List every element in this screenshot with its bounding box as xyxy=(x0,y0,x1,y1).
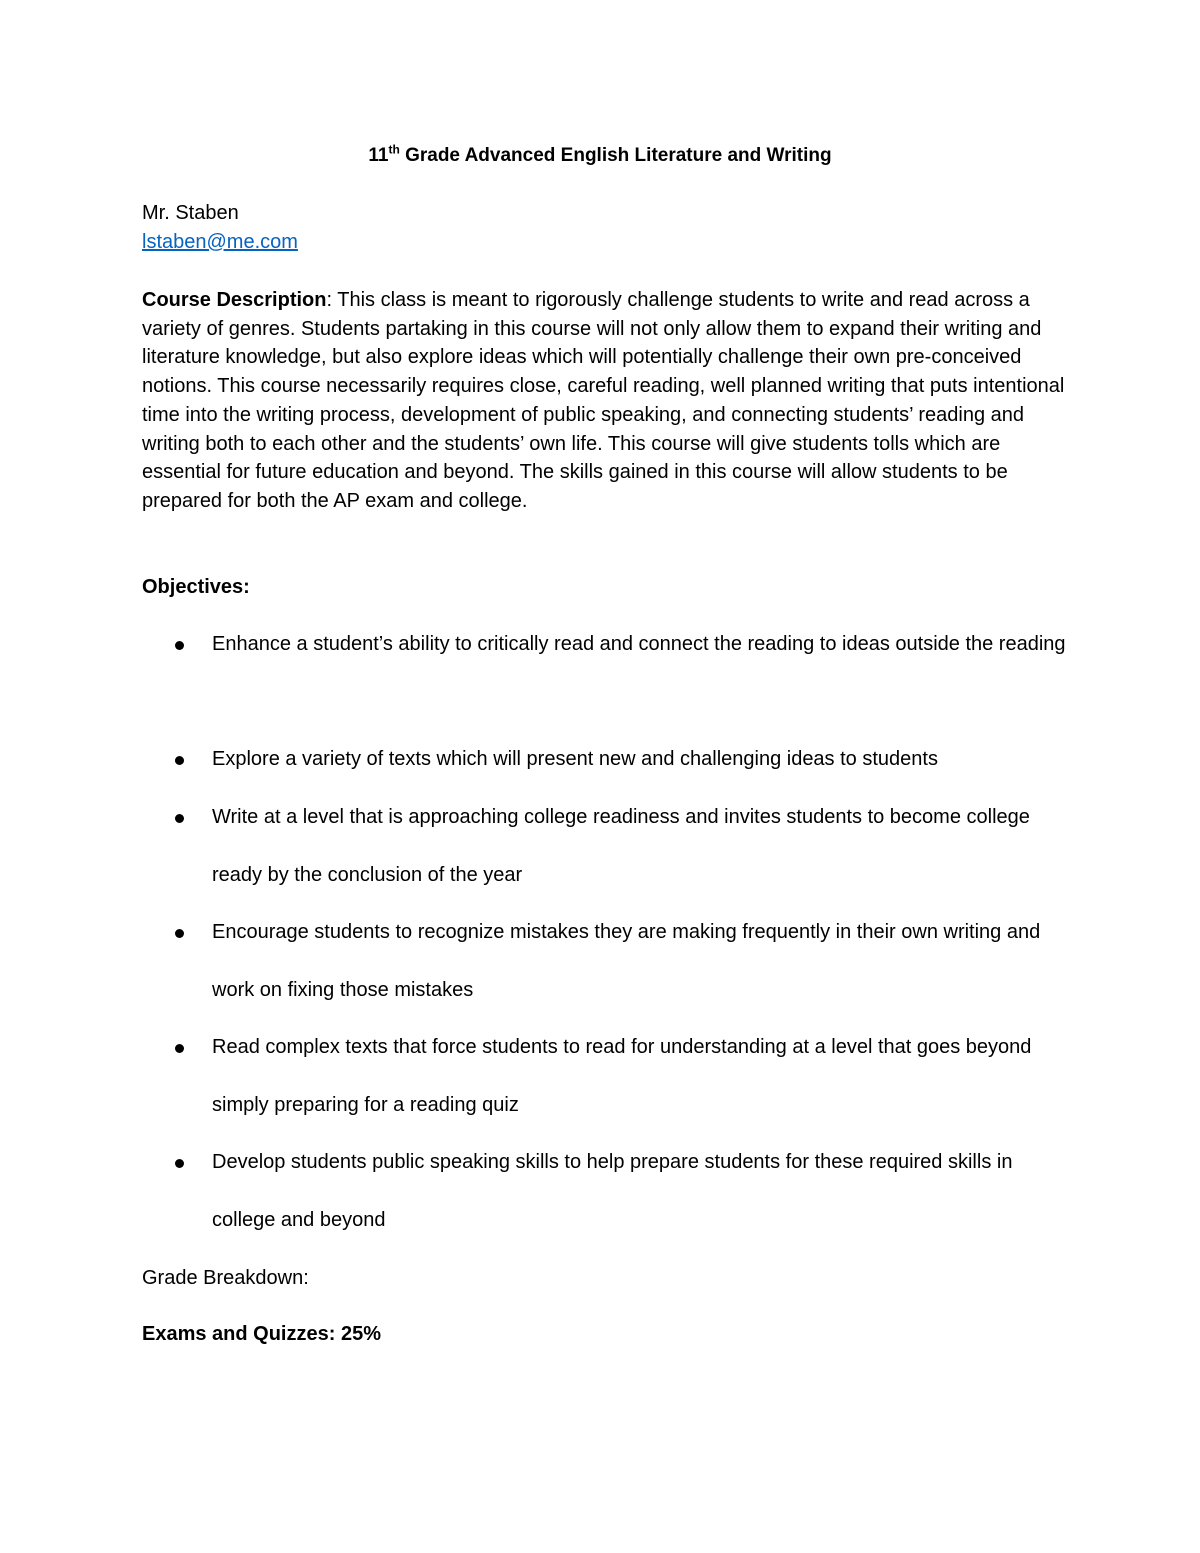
objective-text: Develop students public speaking skills to help prepare students for these required skills in college and beyond xyxy=(212,1151,1013,1231)
objective-text: Explore a variety of texts which will present new and challenging ideas to students xyxy=(212,748,938,770)
bullet-icon xyxy=(175,756,184,765)
bullet-icon xyxy=(175,814,184,823)
title-prefix: 11 xyxy=(368,145,389,166)
course-description-label: Course Description xyxy=(142,289,327,311)
bullet-icon xyxy=(175,929,184,938)
title-rest: Grade Advanced English Literature and Writing xyxy=(399,145,832,166)
teacher-email-link[interactable]: lstaben@me.com xyxy=(142,231,298,253)
grade-breakdown-heading: Grade Breakdown: xyxy=(142,1267,309,1289)
course-description-colon: : xyxy=(326,289,333,311)
objective-text: Encourage students to recognize mistakes they are making frequently in their own writing and work on fixing those mistakes xyxy=(212,921,1041,1001)
bullet-icon xyxy=(175,1044,184,1053)
document-title xyxy=(0,142,1200,170)
objectives-heading: Objectives: xyxy=(142,576,250,598)
title-superscript: th xyxy=(388,142,400,157)
objective-text: Write at a level that is approaching college readiness and invites students to become college ready by the conclusion of the year xyxy=(212,806,1030,886)
teacher-name: Mr. Staben xyxy=(142,202,239,224)
objective-text: Enhance a student’s ability to critically read and connect the reading to ideas outside the reading xyxy=(212,633,1066,655)
course-description-text: This class is meant to rigorously challenge students to write and read across a variety of genres. Students partaking in this course will not only allow them to expand their writing and literature knowledge, but also explore ideas which will potentially challenge their own pre-conceived notions. This course necessarily requires close, careful reading, well planned writing that puts intentional time into the writing process, development of public speaking, and connecting students’ reading and writing both to each other and the students’ own life. This course will give students tolls which are essential for future education and beyond. The skills gained in this course will allow students to be prepared for both the AP exam and college. xyxy=(142,289,1065,512)
bullet-icon xyxy=(175,641,184,650)
bullet-icon xyxy=(175,1159,184,1168)
exams-quizzes-weight: Exams and Quizzes: 25% xyxy=(142,1323,381,1345)
objective-text: Read complex texts that force students to read for understanding at a level that goes beyond simply preparing for a reading quiz xyxy=(212,1036,1032,1116)
course-description xyxy=(142,286,1067,516)
